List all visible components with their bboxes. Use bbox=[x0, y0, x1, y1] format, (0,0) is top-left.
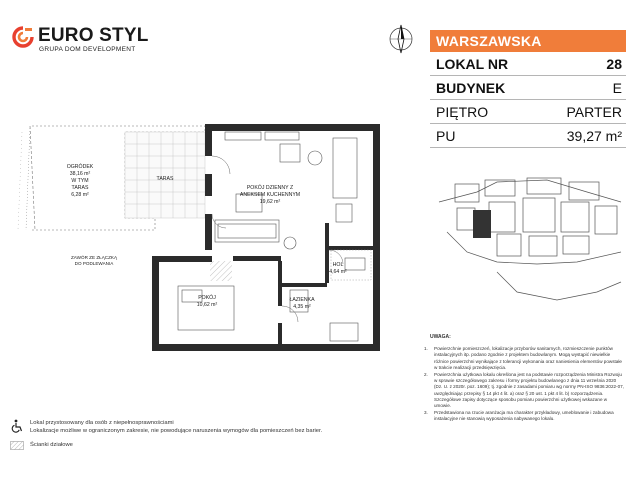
gate-label-2: DO PODLEWANIA bbox=[74, 261, 114, 266]
info-row-pietro bbox=[430, 100, 626, 124]
info-row-pu bbox=[430, 124, 626, 148]
garden-label-2: 38,16 m² bbox=[69, 171, 91, 177]
note-number: 2. bbox=[424, 372, 428, 378]
info-key: PIĘTRO bbox=[436, 103, 489, 120]
info-key: PU bbox=[436, 127, 456, 144]
accessible-zone bbox=[210, 261, 232, 281]
investment-name: WARSZAWSKA bbox=[430, 30, 626, 52]
apartment-highlight bbox=[473, 210, 491, 238]
legend-accessible-note: Lokalizacje możliwe w ograniczonym zakresie, nie powodujące naruszenia wymogów dla pomieszczeń bez barier. bbox=[30, 428, 323, 434]
info-value: 39,27 m² bbox=[566, 127, 622, 144]
garden-label-5: 6,28 m² bbox=[71, 192, 89, 198]
partition-wall-hatch-icon bbox=[10, 441, 24, 450]
key-plan bbox=[437, 162, 623, 302]
bath-label-1: ŁAZIENKA bbox=[289, 297, 315, 303]
garden-label-3: W TYM bbox=[71, 178, 89, 184]
info-value: PARTER bbox=[566, 103, 622, 120]
wheelchair-icon bbox=[10, 419, 24, 433]
living-label-3: 19,62 m² bbox=[259, 199, 281, 205]
north-arrow-icon bbox=[388, 22, 414, 56]
legend-hatch-text: Ścianki działowe bbox=[30, 442, 73, 448]
note-number: 3. bbox=[424, 410, 428, 416]
info-row-budynek bbox=[430, 76, 626, 100]
terrace-pavers bbox=[125, 132, 205, 218]
note-item bbox=[424, 346, 624, 371]
note-text: Przedstawiona na rzucie aranżacja ma charakter przykładowy, umeblowanie i zabudowa instalacyjne nie stanowią wyposażenia nabywanego lokalu. bbox=[434, 410, 614, 422]
legend-accessible-text: Lokal przystosowany dla osób z niepełnosprawnościami bbox=[30, 420, 174, 426]
notes-title: UWAGA: bbox=[430, 334, 451, 340]
info-value: 28 bbox=[606, 55, 622, 72]
bath-label-2: 4,35 m² bbox=[293, 304, 311, 310]
living-label-2: ANEKSEM KUCHENNYM bbox=[239, 192, 301, 198]
apartment-info-panel bbox=[430, 30, 626, 148]
info-value: E bbox=[612, 79, 622, 96]
room-label-1: POKÓJ bbox=[198, 295, 216, 301]
room-label-2: 10,62 m² bbox=[196, 302, 218, 308]
info-row-lokal bbox=[430, 52, 626, 76]
note-text: Powierzchnie pomieszczeń, lokalizacje przyborów sanitarnych, rozmieszczenie punktów instalacyjnych itp. podano zgodnie z projektem budowlanym. Mogą wystąpić niewielkie różnice powierzchni wynikające z tolerancji wykonania oraz naniesienia elementów powstałe w trakcie realizacji przedsięwzięcia. bbox=[434, 346, 622, 370]
door-swings bbox=[212, 156, 343, 322]
garden-label-1: OGRÓDEK bbox=[66, 164, 94, 170]
note-item bbox=[424, 410, 624, 422]
notes-section bbox=[424, 334, 624, 424]
living-label-1: POKÓJ DZIENNY Z bbox=[246, 185, 294, 191]
euro-styl-logo-icon bbox=[12, 26, 34, 48]
interior-walls bbox=[233, 223, 373, 345]
note-text: Powierzchnia użytkowa lokalu określona jest na podstawie rozporządzenia Ministra Rozwoju w sprawie szczegółowego zakresu i formy projektu budowlanego z dnia 11 września 2020 (Dz. U. z 2020r. poz. 1609); tj. zgodnie z zasadami pomiaru wg normy PN-ISO 9836:2022-07, uwzględniając przepisy § 14 pkt 4 lit. a) oraz § 20 ust. 1 pkt 4 lit. b) rozporządzenia. Szczegółowe zapisy dotyczące sposobu pomiaru powierzchni użytkowej wskazane w umowie. bbox=[434, 372, 624, 409]
logo-subtitle: GRUPA DOM DEVELOPMENT bbox=[39, 46, 136, 53]
hall-label-1: HOL bbox=[332, 262, 344, 268]
floor-plan bbox=[0, 118, 410, 358]
hall-label-2: 4,64 m² bbox=[329, 269, 347, 275]
garden-label-4: TARAS bbox=[71, 185, 89, 191]
info-key: LOKAL NR bbox=[436, 55, 509, 72]
note-number: 1. bbox=[424, 346, 428, 352]
terrace-label: TARAS bbox=[156, 176, 174, 182]
note-item bbox=[424, 372, 624, 409]
logo-name: EURO STYL bbox=[38, 25, 149, 46]
info-key: BUDYNEK bbox=[436, 79, 506, 96]
gate-label-1: ZAWÓR ZE ZŁĄCZKĄ bbox=[70, 255, 118, 260]
